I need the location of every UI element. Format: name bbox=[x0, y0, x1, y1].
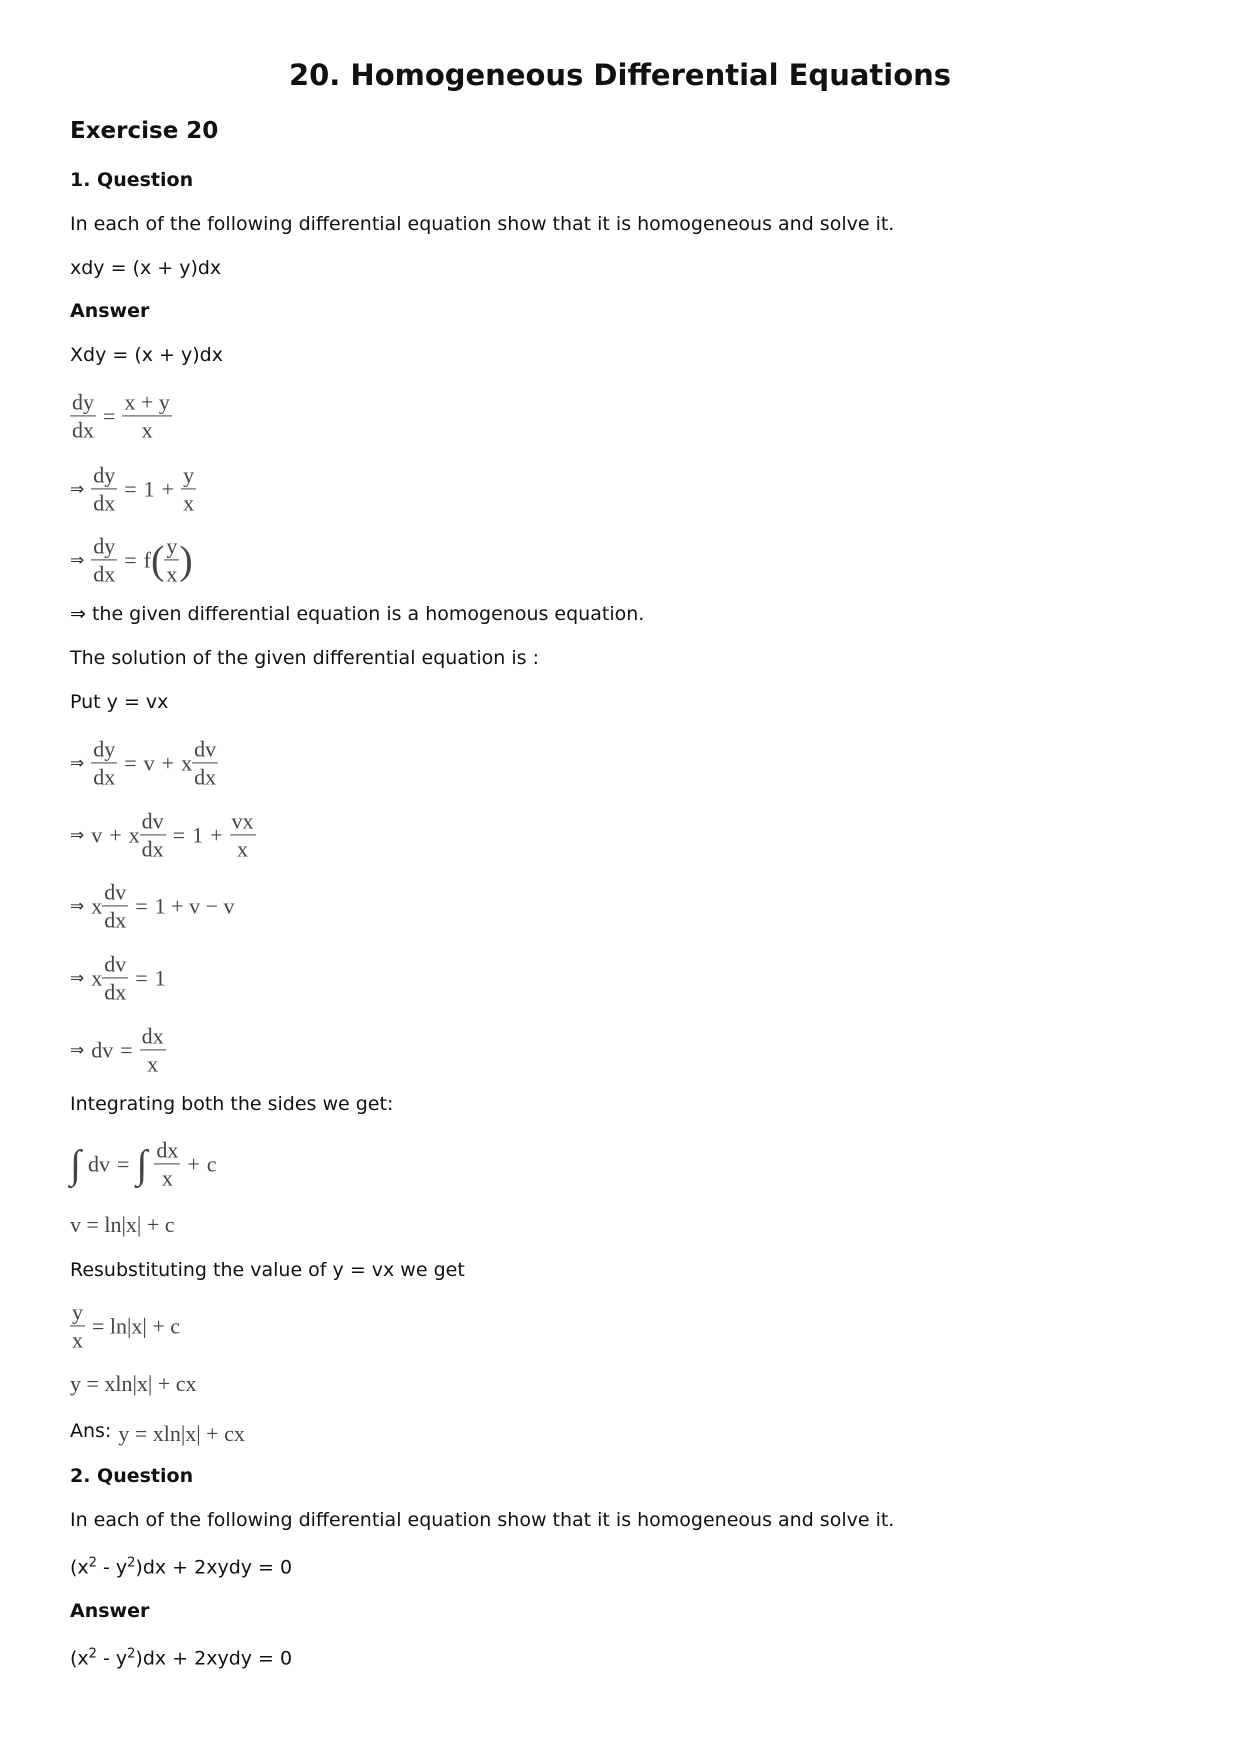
question-1-prompt: In each of the following differential equation show that it is homogeneous and solve it. bbox=[70, 213, 895, 235]
product bbox=[91, 880, 128, 931]
numerator: dv bbox=[102, 952, 128, 978]
function-name: f bbox=[143, 547, 151, 572]
denominator: dx bbox=[104, 907, 127, 933]
answer-expression: y = xln|x| + cx bbox=[118, 1421, 245, 1446]
implies-icon: ⇒ bbox=[70, 753, 85, 773]
numerator: dy bbox=[91, 534, 117, 560]
term: x bbox=[128, 822, 140, 847]
fraction bbox=[154, 1138, 180, 1189]
denominator: x bbox=[161, 1165, 173, 1191]
fraction bbox=[91, 534, 117, 585]
equals: = bbox=[124, 476, 137, 501]
eq-part: )dx + 2xydy = 0 bbox=[135, 1556, 293, 1579]
eq-part: (x bbox=[70, 1647, 89, 1670]
integral-icon: ∫ bbox=[70, 1141, 81, 1186]
numerator: dy bbox=[70, 390, 96, 416]
fraction bbox=[230, 809, 256, 860]
plus: + bbox=[210, 822, 223, 847]
eq-part: (x bbox=[70, 1556, 89, 1579]
eq-part: - y bbox=[96, 1556, 128, 1579]
exponent: 2 bbox=[88, 1646, 97, 1662]
fraction bbox=[91, 463, 117, 514]
denominator: x bbox=[72, 1327, 83, 1353]
implies-icon: ⇒ bbox=[70, 479, 85, 499]
denominator: x bbox=[183, 490, 195, 516]
fraction bbox=[102, 880, 128, 931]
equals: = bbox=[116, 1151, 130, 1176]
step-10: v = ln|x| + c bbox=[70, 1212, 175, 1237]
numerator: dy bbox=[91, 737, 117, 763]
answer-2-label: Answer bbox=[70, 1600, 150, 1622]
right-paren: ) bbox=[179, 537, 193, 582]
equals: = bbox=[124, 547, 137, 572]
statement-substitution: Put y = vx bbox=[70, 691, 169, 713]
fraction bbox=[192, 737, 218, 788]
numerator: x + y bbox=[122, 390, 171, 416]
term: dv bbox=[91, 1037, 114, 1062]
question-2-equation bbox=[70, 1555, 292, 1578]
product bbox=[181, 737, 218, 788]
question-1-heading: 1. Question bbox=[70, 169, 194, 191]
step-1 bbox=[70, 390, 172, 441]
equals: = bbox=[135, 965, 148, 990]
fraction bbox=[102, 952, 128, 1003]
product bbox=[91, 952, 128, 1003]
eq-part: - y bbox=[96, 1647, 128, 1670]
fraction bbox=[140, 1024, 166, 1075]
numerator: dx bbox=[140, 1024, 166, 1050]
term: 1 bbox=[154, 965, 166, 990]
statement-integrating: Integrating both the sides we get: bbox=[70, 1093, 394, 1115]
exponent: 2 bbox=[88, 1555, 97, 1571]
question-2-prompt: In each of the following differential equation show that it is homogeneous and solve it. bbox=[70, 1509, 895, 1531]
denominator: dx bbox=[93, 490, 116, 516]
statement-resubstituting: Resubstituting the value of y = vx we get bbox=[70, 1259, 465, 1281]
step-3 bbox=[70, 534, 193, 585]
answer-prefix: Ans: bbox=[70, 1420, 112, 1442]
denominator: x bbox=[141, 417, 153, 443]
denominator: dx bbox=[104, 979, 127, 1005]
term: x bbox=[91, 965, 103, 990]
term: v bbox=[143, 750, 155, 775]
numerator: dy bbox=[91, 463, 117, 489]
numerator: y bbox=[181, 463, 196, 489]
denominator: dx bbox=[93, 561, 116, 587]
plus: + bbox=[187, 1151, 200, 1176]
fraction bbox=[181, 463, 196, 514]
page-title: 20. Homogeneous Differential Equations bbox=[288, 58, 952, 92]
implies-icon: ⇒ bbox=[70, 825, 85, 845]
implies-icon: ⇒ bbox=[70, 550, 85, 570]
term: dv bbox=[87, 1151, 110, 1176]
step-11 bbox=[70, 1300, 180, 1351]
numerator: y bbox=[164, 534, 179, 560]
expression: = ln|x| + c bbox=[92, 1313, 180, 1338]
equals: = bbox=[124, 750, 137, 775]
plus: + bbox=[161, 750, 175, 775]
implies-icon: ⇒ bbox=[70, 1040, 85, 1060]
step-4 bbox=[70, 737, 218, 788]
numerator: dx bbox=[154, 1138, 180, 1164]
exponent: 2 bbox=[127, 1555, 136, 1571]
equals: = bbox=[135, 893, 148, 918]
denominator: x bbox=[147, 1051, 159, 1077]
term: 1 bbox=[192, 822, 204, 847]
fraction bbox=[122, 390, 171, 441]
term: x bbox=[91, 893, 103, 918]
step-8 bbox=[70, 1024, 166, 1075]
equals: = bbox=[172, 822, 186, 847]
product bbox=[129, 809, 166, 860]
statement-homogeneous: ⇒ the given differential equation is a homogenous equation. bbox=[70, 603, 645, 625]
function-expression bbox=[144, 534, 193, 585]
plus: + bbox=[109, 822, 122, 847]
answer-2-equation bbox=[70, 1646, 292, 1669]
term: x bbox=[181, 750, 193, 775]
step-9 bbox=[70, 1138, 217, 1189]
left-paren: ( bbox=[151, 537, 165, 582]
exercise-heading: Exercise 20 bbox=[70, 118, 219, 144]
fraction bbox=[70, 1300, 85, 1351]
step-12: y = xln|x| + cx bbox=[70, 1371, 197, 1396]
fraction bbox=[140, 809, 166, 860]
eq-part: )dx + 2xydy = 0 bbox=[135, 1647, 293, 1670]
denominator: dx bbox=[141, 836, 164, 862]
expression: 1 + v − v bbox=[154, 893, 235, 918]
constant: c bbox=[206, 1151, 217, 1176]
fraction bbox=[164, 534, 179, 585]
term: v bbox=[91, 822, 103, 847]
exponent: 2 bbox=[127, 1646, 136, 1662]
numerator: dv bbox=[192, 737, 218, 763]
denominator: dx bbox=[72, 417, 94, 443]
question-1-equation: xdy = (x + y)dx bbox=[70, 257, 222, 279]
equals: = bbox=[103, 403, 116, 428]
denominator: x bbox=[166, 561, 178, 587]
denominator: x bbox=[237, 836, 249, 862]
implies-icon: ⇒ bbox=[70, 896, 85, 916]
step-0: Xdy = (x + y)dx bbox=[70, 344, 223, 366]
final-answer bbox=[70, 1418, 245, 1444]
question-2-heading: 2. Question bbox=[70, 1465, 194, 1487]
equals: = bbox=[120, 1037, 133, 1062]
numerator: vx bbox=[230, 809, 256, 835]
step-2 bbox=[70, 463, 196, 514]
step-5 bbox=[70, 809, 256, 860]
implies-icon: ⇒ bbox=[70, 968, 85, 988]
numerator: dv bbox=[140, 809, 166, 835]
step-7 bbox=[70, 952, 166, 1003]
fraction bbox=[70, 390, 96, 441]
fraction bbox=[91, 737, 117, 788]
denominator: dx bbox=[194, 764, 217, 790]
integral-icon: ∫ bbox=[136, 1141, 148, 1186]
term: 1 bbox=[143, 476, 155, 501]
statement-solution: The solution of the given differential equation is : bbox=[70, 647, 540, 669]
denominator: dx bbox=[93, 764, 116, 790]
numerator: dv bbox=[102, 880, 128, 906]
numerator: y bbox=[70, 1300, 85, 1326]
plus: + bbox=[161, 476, 175, 501]
answer-1-label: Answer bbox=[70, 300, 150, 322]
step-6 bbox=[70, 880, 235, 931]
